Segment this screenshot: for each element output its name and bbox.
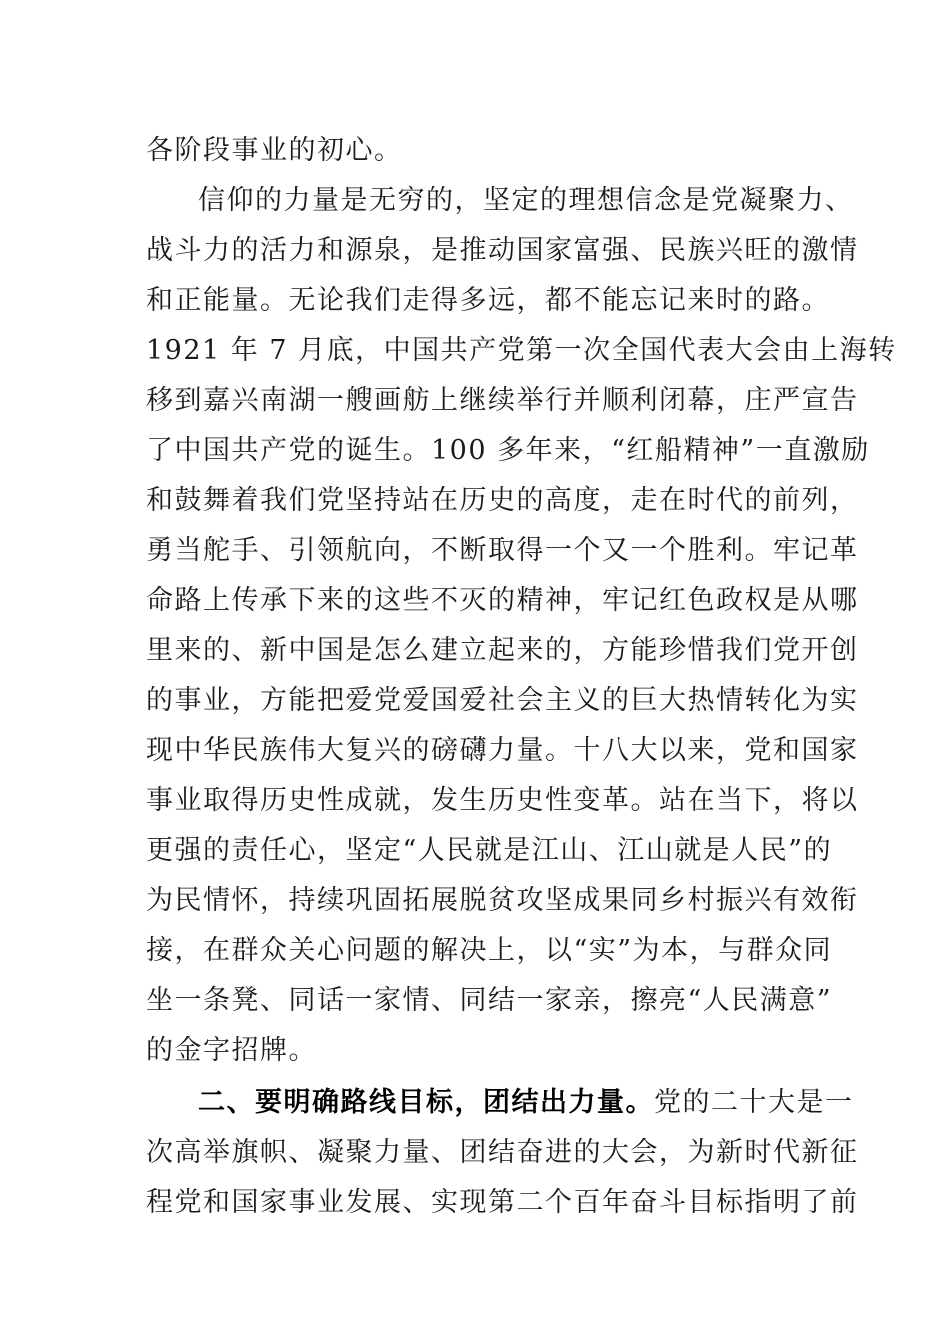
paragraph-2-line-6: 了中国共产党的诞生。100 多年来，“红船精神”一直激励 (146, 435, 870, 466)
paragraph-2-line-8: 勇当舵手、引领航向，不断取得一个又一个胜利。牢记革 (146, 535, 859, 566)
paragraph-2-line-5: 移到嘉兴南湖一艘画舫上继续举行并顺利闭幕，庄严宣告 (146, 385, 859, 416)
paragraph-2-line-11: 的事业，方能把爱党爱国爱社会主义的巨大热情转化为实 (146, 685, 859, 716)
paragraph-2-line-7: 和鼓舞着我们党坚持站在历史的高度，走在时代的前列， (146, 485, 859, 516)
paragraph-3-line-3: 程党和国家事业发展、实现第二个百年奋斗目标指明了前 (146, 1187, 859, 1218)
paragraph-2-line-17: 坐一条凳、同话一家情、同结一家亲，擦亮“人民满意” (146, 985, 833, 1016)
paragraph-2-line-9: 命路上传承下来的这些不灭的精神，牢记红色政权是从哪 (146, 585, 859, 616)
section-heading: 二、要明确路线目标，团结出力量。 (198, 1087, 654, 1118)
paragraph-2-line-15: 为民情怀，持续巩固拓展脱贫攻坚成果同乡村振兴有效衔 (146, 885, 859, 916)
paragraph-2-line-13: 事业取得历史性成就，发生历史性变革。站在当下，将以 (146, 785, 859, 816)
paragraph-2-line-12: 现中华民族伟大复兴的磅礴力量。十八大以来，党和国家 (146, 735, 859, 766)
paragraph-3-line-1-rest: 党的二十大是一 (654, 1087, 854, 1118)
paragraph-2-line-14: 更强的责任心，坚定“人民就是江山、江山就是人民”的 (146, 835, 833, 866)
paragraph-2-line-16: 接，在群众关心问题的解决上，以“实”为本，与群众同 (146, 935, 833, 966)
paragraph-3-line-2: 次高举旗帜、凝聚力量、团结奋进的大会，为新时代新征 (146, 1137, 859, 1168)
paragraph-2-line-1: 信仰的力量是无穷的，坚定的理想信念是党凝聚力、 (198, 185, 854, 216)
paragraph-1-line-1: 各阶段事业的初心。 (146, 135, 403, 166)
paragraph-2-line-2: 战斗力的活力和源泉，是推动国家富强、民族兴旺的激情 (146, 235, 859, 266)
paragraph-2-line-4: 1921 年 7 月底，中国共产党第一次全国代表大会由上海转 (146, 335, 897, 366)
paragraph-2-line-3: 和正能量。无论我们走得多远，都不能忘记来时的路。 (146, 285, 830, 316)
paragraph-2-line-10: 里来的、新中国是怎么建立起来的，方能珍惜我们党开创 (146, 635, 859, 666)
paragraph-3-line-1 (198, 1078, 854, 1128)
paragraph-2-line-18: 的金字招牌。 (146, 1035, 317, 1066)
